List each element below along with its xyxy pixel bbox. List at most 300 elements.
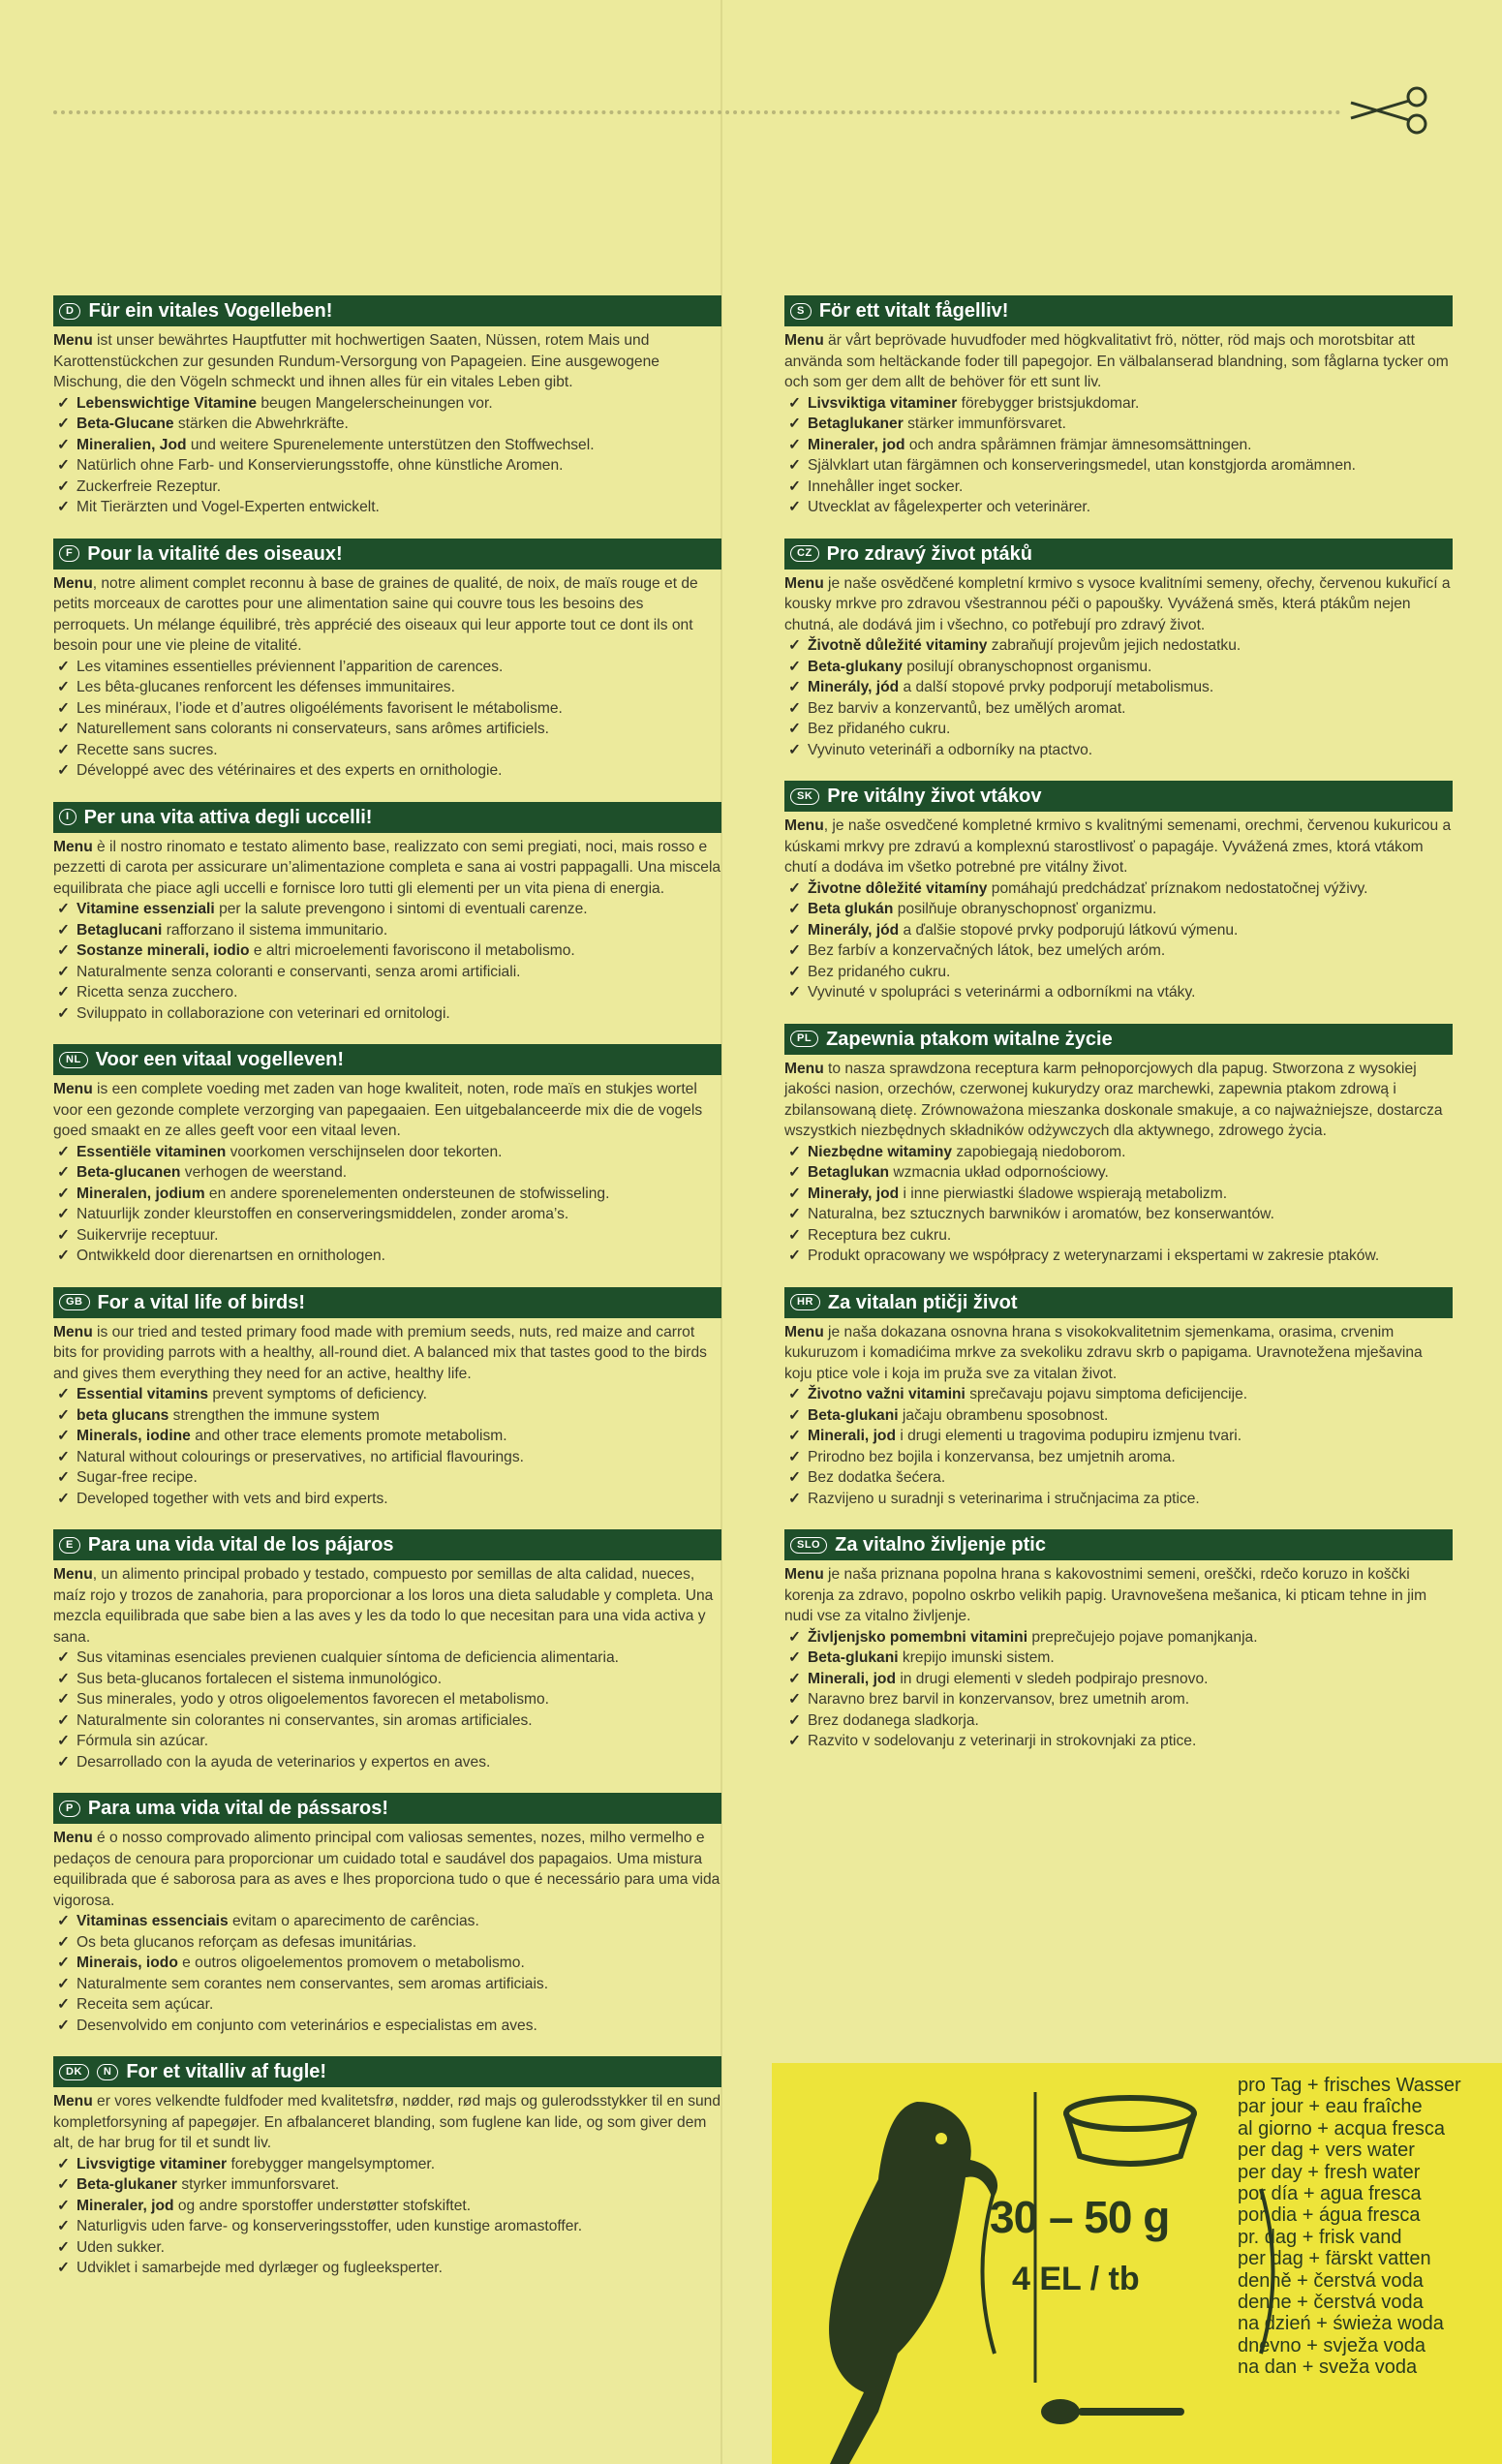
section-header <box>784 539 1453 570</box>
benefit-text: Zuckerfreie Rezeptur. <box>77 477 222 495</box>
benefit-text: e outros oligoelementos promovem o metabolismo. <box>177 1955 525 1971</box>
section-header <box>784 1024 1453 1055</box>
benefit-text: voorkomen verschijnselen door tekorten. <box>226 1143 503 1160</box>
benefit-item <box>53 1426 721 1447</box>
bowl-icon <box>1066 2098 1194 2164</box>
benefit-list <box>53 899 721 1024</box>
section-title: Pour la vitalité des oiseaux! <box>87 542 343 565</box>
portion-line: par jour + eau fraîche <box>1238 2096 1423 2118</box>
benefit-text: krepijo imunski sistem. <box>898 1649 1055 1666</box>
portion-line: na dzień + świeża woda <box>1238 2313 1444 2335</box>
benefit-text: Naturalmente sin colorantes ni conservantes, sin aromas artificiales. <box>77 1711 533 1729</box>
benefit-text: Les vitamines essentielles préviennent l’apparition de carences. <box>77 658 504 675</box>
intro-text: är vårt beprövade huvudfoder med högkvalitativt frö, nötter, röd majs och morotsbitar att använda som heltäckande foder till papegojor. En välbalanserad blandning, som fåglarna tycker om och som ger dem allt de behöver för ett sunt liv. <box>784 332 1449 390</box>
benefit-list <box>784 1627 1453 1752</box>
portion-line: denne + čerstvá voda <box>1238 2292 1424 2314</box>
brand-name: Menu <box>53 574 93 592</box>
benefit-item <box>53 920 721 941</box>
intro-text: er vores velkendte fuldfoder med kvalitetsfrø, nødder, rød majs og gulerodsstykker til en sund kompletforsyning af papegøjer. En afbalanceret blanding, som fuglene kan lide, og som giver dem alt, de har brug for til et sundt liv. <box>53 2093 721 2151</box>
section-intro <box>784 573 1453 636</box>
portion-line: pr. dag + frisk vand <box>1238 2226 1402 2248</box>
benefit-item <box>784 497 1453 518</box>
benefit-text: Sus vitaminas esenciales previenen cualquier síntoma de deficiencia alimentaria. <box>77 1649 619 1666</box>
benefit-text: stärker immunförsvaret. <box>903 416 1066 432</box>
benefit-text: og andre sporstoffer understøtter stofskiftet. <box>173 2197 472 2214</box>
benefit-item <box>53 1246 721 1267</box>
benefit-item <box>784 455 1453 477</box>
benefit-item <box>784 435 1453 456</box>
section-header <box>784 1529 1453 1560</box>
benefit-item <box>784 635 1453 657</box>
language-section-dk-n <box>53 2056 721 2279</box>
benefit-text: Naturellement sans colorants ni conservateurs, sans arômes artificiels. <box>77 721 549 737</box>
brand-name: Menu <box>784 1323 824 1340</box>
benefit-text: Utvecklat av fågelexperter och veterinärer. <box>808 499 1091 515</box>
benefit-text: jačaju obrambenu sposobnost. <box>898 1406 1109 1424</box>
benefit-item <box>784 1731 1453 1752</box>
benefit-text: Sviluppato in collaborazione con veterinari ed ornitologi. <box>77 1004 450 1022</box>
brand-name: Menu <box>53 838 93 855</box>
benefit-text: i inne pierwiastki śladowe wspierają metabolizm. <box>899 1185 1228 1202</box>
brand-name: Menu <box>784 1060 824 1077</box>
benefit-text: Receita sem açúcar. <box>77 1996 214 2013</box>
section-title: Zapewnia ptakom witalne życie <box>826 1028 1113 1050</box>
section-title: Za vitalan ptičji život <box>827 1291 1018 1313</box>
benefit-item <box>53 1384 721 1405</box>
language-section-slo <box>784 1529 1453 1752</box>
benefit-text: zapobiegają niedoborom. <box>952 1143 1126 1160</box>
benefit-highlight: Beta-glukaner <box>77 2176 177 2193</box>
benefit-text: i drugi elementi u tragovima podupiru izmjenu tvari. <box>895 1428 1242 1444</box>
benefit-highlight: Mineralien, Jod <box>77 436 187 453</box>
benefit-item <box>784 740 1453 761</box>
benefit-highlight: Beta-glucanen <box>77 1164 181 1181</box>
benefit-text: in drugi elementi v sledeh podpirajo presnovo. <box>895 1670 1209 1687</box>
portion-line: na dan + sveža voda <box>1238 2356 1418 2379</box>
benefit-item <box>784 878 1453 900</box>
benefit-text: und weitere Spurenelemente unterstützen den Stoffwechsel. <box>186 436 595 453</box>
benefit-text: och andra spårämnen främjar ämnesomsättningen. <box>904 436 1252 453</box>
benefit-text: Naturalmente sem corantes nem conservantes, sem aromas artificiais. <box>77 1975 549 1992</box>
intro-text: is our tried and tested primary food made with premium seeds, nuts, red maize and carrot bits for providing parrots with a healthy, all-round diet. A balanced mix that tastes good to the birds and gives them everything they need for an active, healthy life. <box>53 1323 707 1382</box>
benefit-highlight: Beta-Glucane <box>77 416 174 432</box>
benefit-text: Självklart utan färgämnen och konserveringsmedel, utan konstgjorda aromämnen. <box>808 457 1357 474</box>
benefit-highlight: Beta-glukany <box>808 658 903 675</box>
benefit-text: Bez farbív a konzervačných látok, bez umelých aróm. <box>808 942 1166 959</box>
benefit-list <box>53 1911 721 2036</box>
benefit-text: per la salute prevengono i sintomi di eventuali carenze. <box>214 901 588 917</box>
section-header <box>53 1793 721 1824</box>
portion-line: al giorno + acqua fresca <box>1238 2117 1446 2140</box>
benefit-highlight: Minerais, iodo <box>77 1955 178 1971</box>
benefit-item <box>53 677 721 698</box>
left-column <box>53 295 721 2299</box>
benefit-item <box>53 1994 721 2016</box>
benefit-item <box>784 477 1453 498</box>
benefit-item <box>53 2174 721 2196</box>
language-badge: PL <box>790 1031 818 1047</box>
benefit-text: Natuurlijk zonder kleurstoffen en conserveringsmiddelen, zonder aroma’s. <box>77 1206 569 1222</box>
benefit-item <box>53 657 721 678</box>
benefit-item <box>784 698 1453 720</box>
language-section-d <box>53 295 721 518</box>
benefit-highlight: Sostanze minerali, iodio <box>77 942 250 959</box>
benefit-text: Receptura bez cukru. <box>808 1226 952 1244</box>
benefit-list <box>784 635 1453 760</box>
benefit-text: Fórmula sin azúcar. <box>77 1733 209 1749</box>
benefit-text: Vyvinuté v spolupráci s veterinármi a odborníkmi na vtáky. <box>808 984 1196 1001</box>
benefit-item <box>53 1142 721 1163</box>
benefit-text: Naravno brez barvil in konzervansov, brez umetnih arom. <box>808 1691 1190 1708</box>
benefit-item <box>53 1689 721 1710</box>
benefit-item <box>784 1627 1453 1648</box>
benefit-text: Udviklet i samarbejde med dyrlæger og fugleeksperter. <box>77 2260 443 2276</box>
benefit-item <box>784 920 1453 941</box>
brand-name: Menu <box>53 2093 93 2110</box>
benefit-item <box>53 899 721 920</box>
brand-name: Menu <box>53 1323 93 1340</box>
section-intro <box>784 1059 1453 1142</box>
benefit-item <box>53 2016 721 2037</box>
benefit-text: Uden sukker. <box>77 2238 166 2256</box>
section-title: Für ein vitales Vogelleben! <box>88 300 333 322</box>
benefit-item <box>784 677 1453 698</box>
language-section-f <box>53 539 721 782</box>
portion-line: por dia + água fresca <box>1238 2204 1421 2227</box>
section-header <box>53 1287 721 1318</box>
benefit-item <box>784 1225 1453 1247</box>
benefit-item <box>53 698 721 720</box>
benefit-item <box>53 414 721 435</box>
language-section-s <box>784 295 1453 518</box>
section-intro <box>784 1564 1453 1627</box>
benefit-item <box>784 1384 1453 1405</box>
benefit-text: Bez přidaného cukru. <box>808 721 951 737</box>
benefit-item <box>53 1710 721 1732</box>
benefit-list <box>53 657 721 782</box>
benefit-item <box>784 1246 1453 1267</box>
language-badge: GB <box>59 1294 90 1310</box>
section-intro <box>53 837 721 900</box>
section-title: For et vitalliv af fugle! <box>126 2061 327 2082</box>
benefit-text: Razvijeno u suradnji s veterinarima i stručnjacima za ptice. <box>808 1490 1200 1507</box>
language-badge: NL <box>59 1052 88 1068</box>
language-section-sk <box>784 781 1453 1003</box>
benefit-text: Natürlich ohne Farb- und Konservierungsstoffe, ohne künstliche Aromen. <box>77 457 564 474</box>
language-section-hr <box>784 1287 1453 1510</box>
benefit-text: Brez dodanega sladkorja. <box>808 1711 979 1729</box>
benefit-item <box>784 1184 1453 1205</box>
benefit-item <box>784 719 1453 740</box>
benefit-text: stärken die Abwehrkräfte. <box>173 416 349 432</box>
portion-line: dnevno + svježa voda <box>1238 2334 1426 2356</box>
benefit-text: Naturalmente senza coloranti e conservanti, senza aromi artificiali. <box>77 963 521 980</box>
benefit-highlight: Mineralen, jodium <box>77 1185 205 1202</box>
benefit-item <box>784 1648 1453 1669</box>
benefit-item <box>53 1447 721 1468</box>
section-header <box>784 781 1453 812</box>
benefit-list <box>53 1648 721 1772</box>
section-header <box>53 1044 721 1075</box>
benefit-text: strengthen the immune system <box>169 1406 380 1424</box>
benefit-item <box>784 1447 1453 1468</box>
benefit-item <box>53 435 721 456</box>
section-intro <box>784 816 1453 878</box>
benefit-item <box>53 393 721 415</box>
benefit-text: Produkt opracowany we współpracy z weterynarzami i ekspertami w zakresie ptaków. <box>808 1247 1380 1264</box>
language-badge: I <box>59 809 77 825</box>
benefit-highlight: Livsvigtige vitaminer <box>77 2155 228 2172</box>
benefit-item <box>53 1648 721 1669</box>
benefit-item <box>784 1710 1453 1732</box>
cut-line <box>53 110 1341 114</box>
benefit-item <box>53 1003 721 1025</box>
benefit-item <box>53 2154 721 2175</box>
section-header <box>784 295 1453 326</box>
benefit-text: en andere sporenelementen ondersteunen de stofwisseling. <box>204 1185 610 1202</box>
benefit-text: wzmacnia układ odpornościowy. <box>889 1164 1109 1181</box>
brand-name: Menu <box>53 1081 93 1097</box>
benefit-highlight: Minerały, jod <box>808 1185 900 1202</box>
benefit-item <box>53 1953 721 1974</box>
benefit-highlight: Životně důležité vitaminy <box>808 637 988 654</box>
benefit-text: Suikervrije receptuur. <box>77 1226 219 1244</box>
benefit-text: Naturalna, bez sztucznych barwników i aromatów, bez konserwantów. <box>808 1206 1274 1222</box>
language-badge: HR <box>790 1294 820 1310</box>
intro-text: , je naše osvedčené kompletné krmivo s kvalitnými semenami, orechmi, červenou kukuricou a kúskami mrkvy pre zdravú a komplexnú starostlivosť o papagáje. Vyvážená zmes, ktorá vtákom chutí a dodáva im všetko potrebné pre vitálny život. <box>784 817 1452 876</box>
benefit-item <box>784 1405 1453 1427</box>
portion-line: per day + fresh water <box>1238 2161 1421 2183</box>
section-intro <box>53 1828 721 1911</box>
benefit-text: Os beta glucanos reforçam as defesas imunitárias. <box>77 1933 417 1951</box>
benefit-text: Desarrollado con la ayuda de veterinarios y expertos en aves. <box>77 1753 491 1771</box>
benefit-item <box>53 1204 721 1225</box>
benefit-highlight: Mineraler, jod <box>77 2197 174 2214</box>
section-title: Per una vita attiva degli uccelli! <box>83 806 373 828</box>
benefit-text: Mit Tierärzten und Vogel-Experten entwickelt. <box>77 499 380 515</box>
benefit-text: Sugar-free recipe. <box>77 1469 198 1486</box>
section-header <box>784 1287 1453 1318</box>
benefit-item <box>53 1184 721 1205</box>
benefit-text: and other trace elements promote metabolism. <box>190 1428 507 1444</box>
benefit-text: Natural without colourings or preservatives, no artificial flavourings. <box>77 1448 524 1465</box>
benefit-text: Developed together with vets and bird experts. <box>77 1490 388 1507</box>
benefit-item <box>784 393 1453 415</box>
benefit-text: Les bêta-glucanes renforcent les défenses immunitaires. <box>77 679 455 695</box>
brand-name: Menu <box>53 1566 93 1583</box>
benefit-text: Innehåller inget socker. <box>808 477 964 495</box>
section-intro <box>53 330 721 393</box>
benefit-item <box>53 1489 721 1510</box>
benefit-highlight: Minerals, iodine <box>77 1428 191 1444</box>
section-header <box>53 295 721 326</box>
benefit-list <box>784 393 1453 518</box>
brand-name: Menu <box>784 332 824 349</box>
benefit-highlight: Minerali, jod <box>808 1428 896 1444</box>
benefit-text: Vyvinuto veterináři a odborníky na ptactvo. <box>808 741 1093 758</box>
intro-text: , un alimento principal probado y testado, compuesto por semillas de alta calidad, nueces, maíz rojo y trozos de zanahoria, para proporcionar a los loros una dieta saludable y completa. Una mezcla equilibrada que sabe bien a las aves y les da todo lo que necesitan para una vida activa y sana. <box>53 1566 714 1646</box>
benefit-text: Sus beta-glucanos fortalecen el sistema inmunológico. <box>77 1670 443 1687</box>
section-title: Za vitalno življenje ptic <box>835 1534 1046 1555</box>
benefit-item <box>53 1405 721 1427</box>
benefit-text: Les minéraux, l’iode et d’autres oligoéléments favorisent le métabolisme. <box>77 699 563 717</box>
benefit-list <box>53 393 721 518</box>
portion-line: per dag + vers water <box>1238 2140 1415 2162</box>
portion-instructions <box>1238 2075 1499 2379</box>
benefit-text: posilňuje obranyschopnosť organizmu. <box>893 901 1157 917</box>
benefit-highlight: Življenjsko pomembni vitamini <box>808 1628 1028 1646</box>
benefit-text: Ricetta senza zucchero. <box>77 984 238 1001</box>
benefit-item <box>53 719 721 740</box>
section-intro <box>53 1564 721 1648</box>
section-intro <box>53 1322 721 1385</box>
benefit-item <box>784 1142 1453 1163</box>
portion-line: denně + čerstvá voda <box>1238 2269 1424 2292</box>
benefit-item <box>784 1669 1453 1690</box>
benefit-text: evitam o aparecimento de carências. <box>228 1913 479 1929</box>
benefit-text: styrker immunforsvaret. <box>177 2176 340 2193</box>
benefit-highlight: Životno važni vitamini <box>808 1386 966 1402</box>
benefit-item <box>53 1932 721 1954</box>
benefit-text: zabraňují projevům jejich nedostatku. <box>987 637 1241 654</box>
dose-amount: 30 – 50 g <box>990 2192 1170 2242</box>
benefit-highlight: Vitamine essenziali <box>77 901 215 917</box>
benefit-text: förebygger bristsjukdomar. <box>957 394 1140 412</box>
benefit-item <box>784 1689 1453 1710</box>
portion-line: per dag + färskt vatten <box>1238 2248 1431 2270</box>
benefit-item <box>53 497 721 518</box>
language-section-gb <box>53 1287 721 1510</box>
brand-name: Menu <box>784 1566 824 1583</box>
language-section-cz <box>784 539 1453 761</box>
benefit-highlight: Betaglucani <box>77 921 163 939</box>
intro-text: is een complete voeding met zaden van hoge kwaliteit, noten, rode maïs en stukjes wortel voor een gezonde complete verzorging van papegaaien. Een uitgebalanceerde mix die de vogels goed smaakt en ze alles geeft voor een vitaal leven. <box>53 1081 703 1139</box>
language-section-pl <box>784 1024 1453 1267</box>
benefit-item <box>53 2196 721 2217</box>
benefit-highlight: Vitaminas essenciais <box>77 1913 229 1929</box>
benefit-item <box>53 2237 721 2259</box>
language-section-nl <box>53 1044 721 1267</box>
benefit-text: Sus minerales, yodo y otros oligoelementos favorecen el metabolismo. <box>77 1691 549 1708</box>
section-header <box>53 1529 721 1560</box>
benefit-item <box>784 899 1453 920</box>
benefit-highlight: Minerali, jod <box>808 1670 896 1687</box>
benefit-item <box>784 982 1453 1003</box>
section-title: Pre vitálny život vtákov <box>827 785 1042 807</box>
benefit-item <box>53 1162 721 1184</box>
intro-text: je naša dokazana osnovna hrana s visokokvalitetnim sjemenkama, orasima, crvenim kukuruzom i komadićima mrkve za svekoliku zdravu skrb o papigama. Uravnotežena mješavina koju ptice vole i koja im pruža sve za vitalan život. <box>784 1323 1423 1382</box>
portion-line: pro Tag + frisches Wasser <box>1238 2075 1461 2096</box>
section-title: För ett vitalt fågelliv! <box>818 300 1009 322</box>
benefit-item <box>784 1162 1453 1184</box>
section-title: Para una vida vital de los pájaros <box>87 1534 394 1555</box>
brand-name: Menu <box>784 817 824 834</box>
intro-text: je naša priznana popolna hrana s kakovostnimi semeni, oreščki, rdečo koruzo in koščki korenja za zdravo, popolno oskrbo velikih papig. Uravnovešena mešanica, ki pticam tehne in jim nudi vse za vitalno življenje. <box>784 1566 1427 1624</box>
benefit-item <box>53 760 721 782</box>
section-header <box>53 2056 721 2087</box>
benefit-text: e altri microelementi favoriscono il metabolismo. <box>249 942 575 959</box>
benefit-text: Razvito v sodelovanju z veterinarji in strokovnjaki za ptice. <box>808 1733 1197 1749</box>
section-intro <box>53 573 721 657</box>
benefit-text: Desenvolvido em conjunto com veterinários e especialistas em aves. <box>77 2017 537 2034</box>
benefit-item <box>53 1669 721 1690</box>
benefit-text: a další stopové prvky podporují metabolismus. <box>899 679 1214 695</box>
brand-name: Menu <box>784 574 824 592</box>
benefit-text: Développé avec des vétérinaires et des experts en ornithologie. <box>77 762 503 779</box>
benefit-list <box>53 1142 721 1267</box>
benefit-text: sprečavaju pojavu simptoma deficijencije. <box>965 1386 1248 1402</box>
portion-line: por día + agua fresca <box>1238 2183 1422 2205</box>
benefit-item <box>53 1911 721 1932</box>
benefit-highlight: Minerály, jód <box>808 679 900 695</box>
benefit-text: forebygger mangelsymptomer. <box>227 2155 436 2172</box>
benefit-list <box>53 1384 721 1509</box>
benefit-highlight: Beta-glukani <box>808 1406 899 1424</box>
benefit-item <box>784 1467 1453 1489</box>
language-badge: P <box>59 1801 80 1817</box>
intro-text: è il nostro rinomato e testato alimento base, realizzato con semi pregiati, noci, mais rosso e pezzetti di carota per assicurare un’alimentazione completa e sana ai vostri pappagalli. Una miscela equilibrata che piace agli uccelli e fornisce loro tutti gli elementi per un vita piena di energia. <box>53 838 721 897</box>
benefit-text: Bez dodatka šećera. <box>808 1469 946 1486</box>
language-section-i <box>53 802 721 1025</box>
intro-text: to nasza sprawdzona receptura karm pełnoporcjowych dla papug. Stworzona z wysokiej jakości nasion, orzechów, czerwonej kukurydzy oraz marchewki, zapewnia ptakom zdrową i zbilansowaną dietę. Zrównoważona mieszanka doskonale smakuje, a co najważniejsze, dostarcza wszystkich niezbędnych składników odżywczych dla aktywnego, zdrowego życia. <box>784 1060 1443 1139</box>
brand-name: Menu <box>53 1830 93 1846</box>
benefit-item <box>53 940 721 962</box>
benefit-list <box>53 2154 721 2279</box>
benefit-text: Naturligvis uden farve- og konserveringsstoffer, uden kunstige aromastoffer. <box>77 2218 583 2234</box>
section-intro <box>53 2091 721 2154</box>
benefit-item <box>784 1204 1453 1225</box>
benefit-text: Bez barviv a konzervantů, bez umělých aromat. <box>808 699 1126 717</box>
language-badge: S <box>790 303 812 320</box>
benefit-highlight: Betaglukaner <box>808 416 904 432</box>
benefit-list <box>784 1142 1453 1267</box>
benefit-item <box>53 982 721 1003</box>
language-badge: CZ <box>790 545 819 562</box>
benefit-text: prevent symptoms of deficiency. <box>208 1386 427 1402</box>
language-badge: E <box>59 1537 80 1554</box>
benefit-item <box>784 1426 1453 1447</box>
benefit-text: verhogen de weerstand. <box>180 1164 348 1181</box>
section-title: Pro zdravý život ptáků <box>826 542 1032 565</box>
benefit-highlight: Mineraler, jod <box>808 436 905 453</box>
benefit-text: Bez pridaného cukru. <box>808 963 951 980</box>
intro-text: ist unser bewährtes Hauptfutter mit hochwertigen Saaten, Nüssen, rotem Mais und Karottenstückchen zur gesunden Rundum-Versorgung von Papageien. Eine ausgewogene Mischung, die den Vögeln schmeckt und ihnen alles für ein vitales Leben gibt. <box>53 332 659 390</box>
benefit-item <box>53 740 721 761</box>
benefit-text: Recette sans sucres. <box>77 741 218 758</box>
benefit-item <box>784 940 1453 962</box>
benefit-item <box>53 455 721 477</box>
benefit-text: rafforzano il sistema immunitario. <box>162 921 388 939</box>
benefit-highlight: Životne dôležité vitamíny <box>808 879 988 897</box>
benefit-item <box>53 1225 721 1247</box>
language-badge: DK <box>59 2064 89 2080</box>
benefit-item <box>53 2258 721 2279</box>
intro-text: , notre aliment complet reconnu à base de graines de qualité, de noix, de maïs rouge et de petits morceaux de carottes pour une alimentation saine qui couvre tous les besoins des perroquets. Un mélange équilibré, très apprécié des oiseaux qui leur apporte tout ce dont ils ont besoin pour une vie pleine de vitalité. <box>53 574 698 654</box>
right-column <box>784 295 1453 1772</box>
section-intro <box>784 1322 1453 1385</box>
intro-text: é o nosso comprovado alimento principal com valiosas sementes, nozes, milho vermelho e pedaços de cenoura para proporcionar um cuidado total e saudável dos papagaios. Uma mistura equilibrada que é saborosa para as aves e lhes proporciona tudo o que é necessário para uma vida vigorosa. <box>53 1830 720 1909</box>
benefit-text: pomáhajú predchádzať príznakom nedostatočnej výživy. <box>987 879 1368 897</box>
benefit-item <box>784 657 1453 678</box>
benefit-highlight: Livsviktiga vitaminer <box>808 394 958 412</box>
section-intro <box>784 330 1453 393</box>
benefit-highlight: Beta glukán <box>808 901 894 917</box>
parrot-icon <box>829 2102 997 2464</box>
benefit-highlight: Niezbędne witaminy <box>808 1143 953 1160</box>
scissors-icon <box>1341 83 1434 138</box>
language-badge: SK <box>790 788 819 805</box>
section-title: Voor een vitaal vogelleven! <box>95 1049 345 1070</box>
